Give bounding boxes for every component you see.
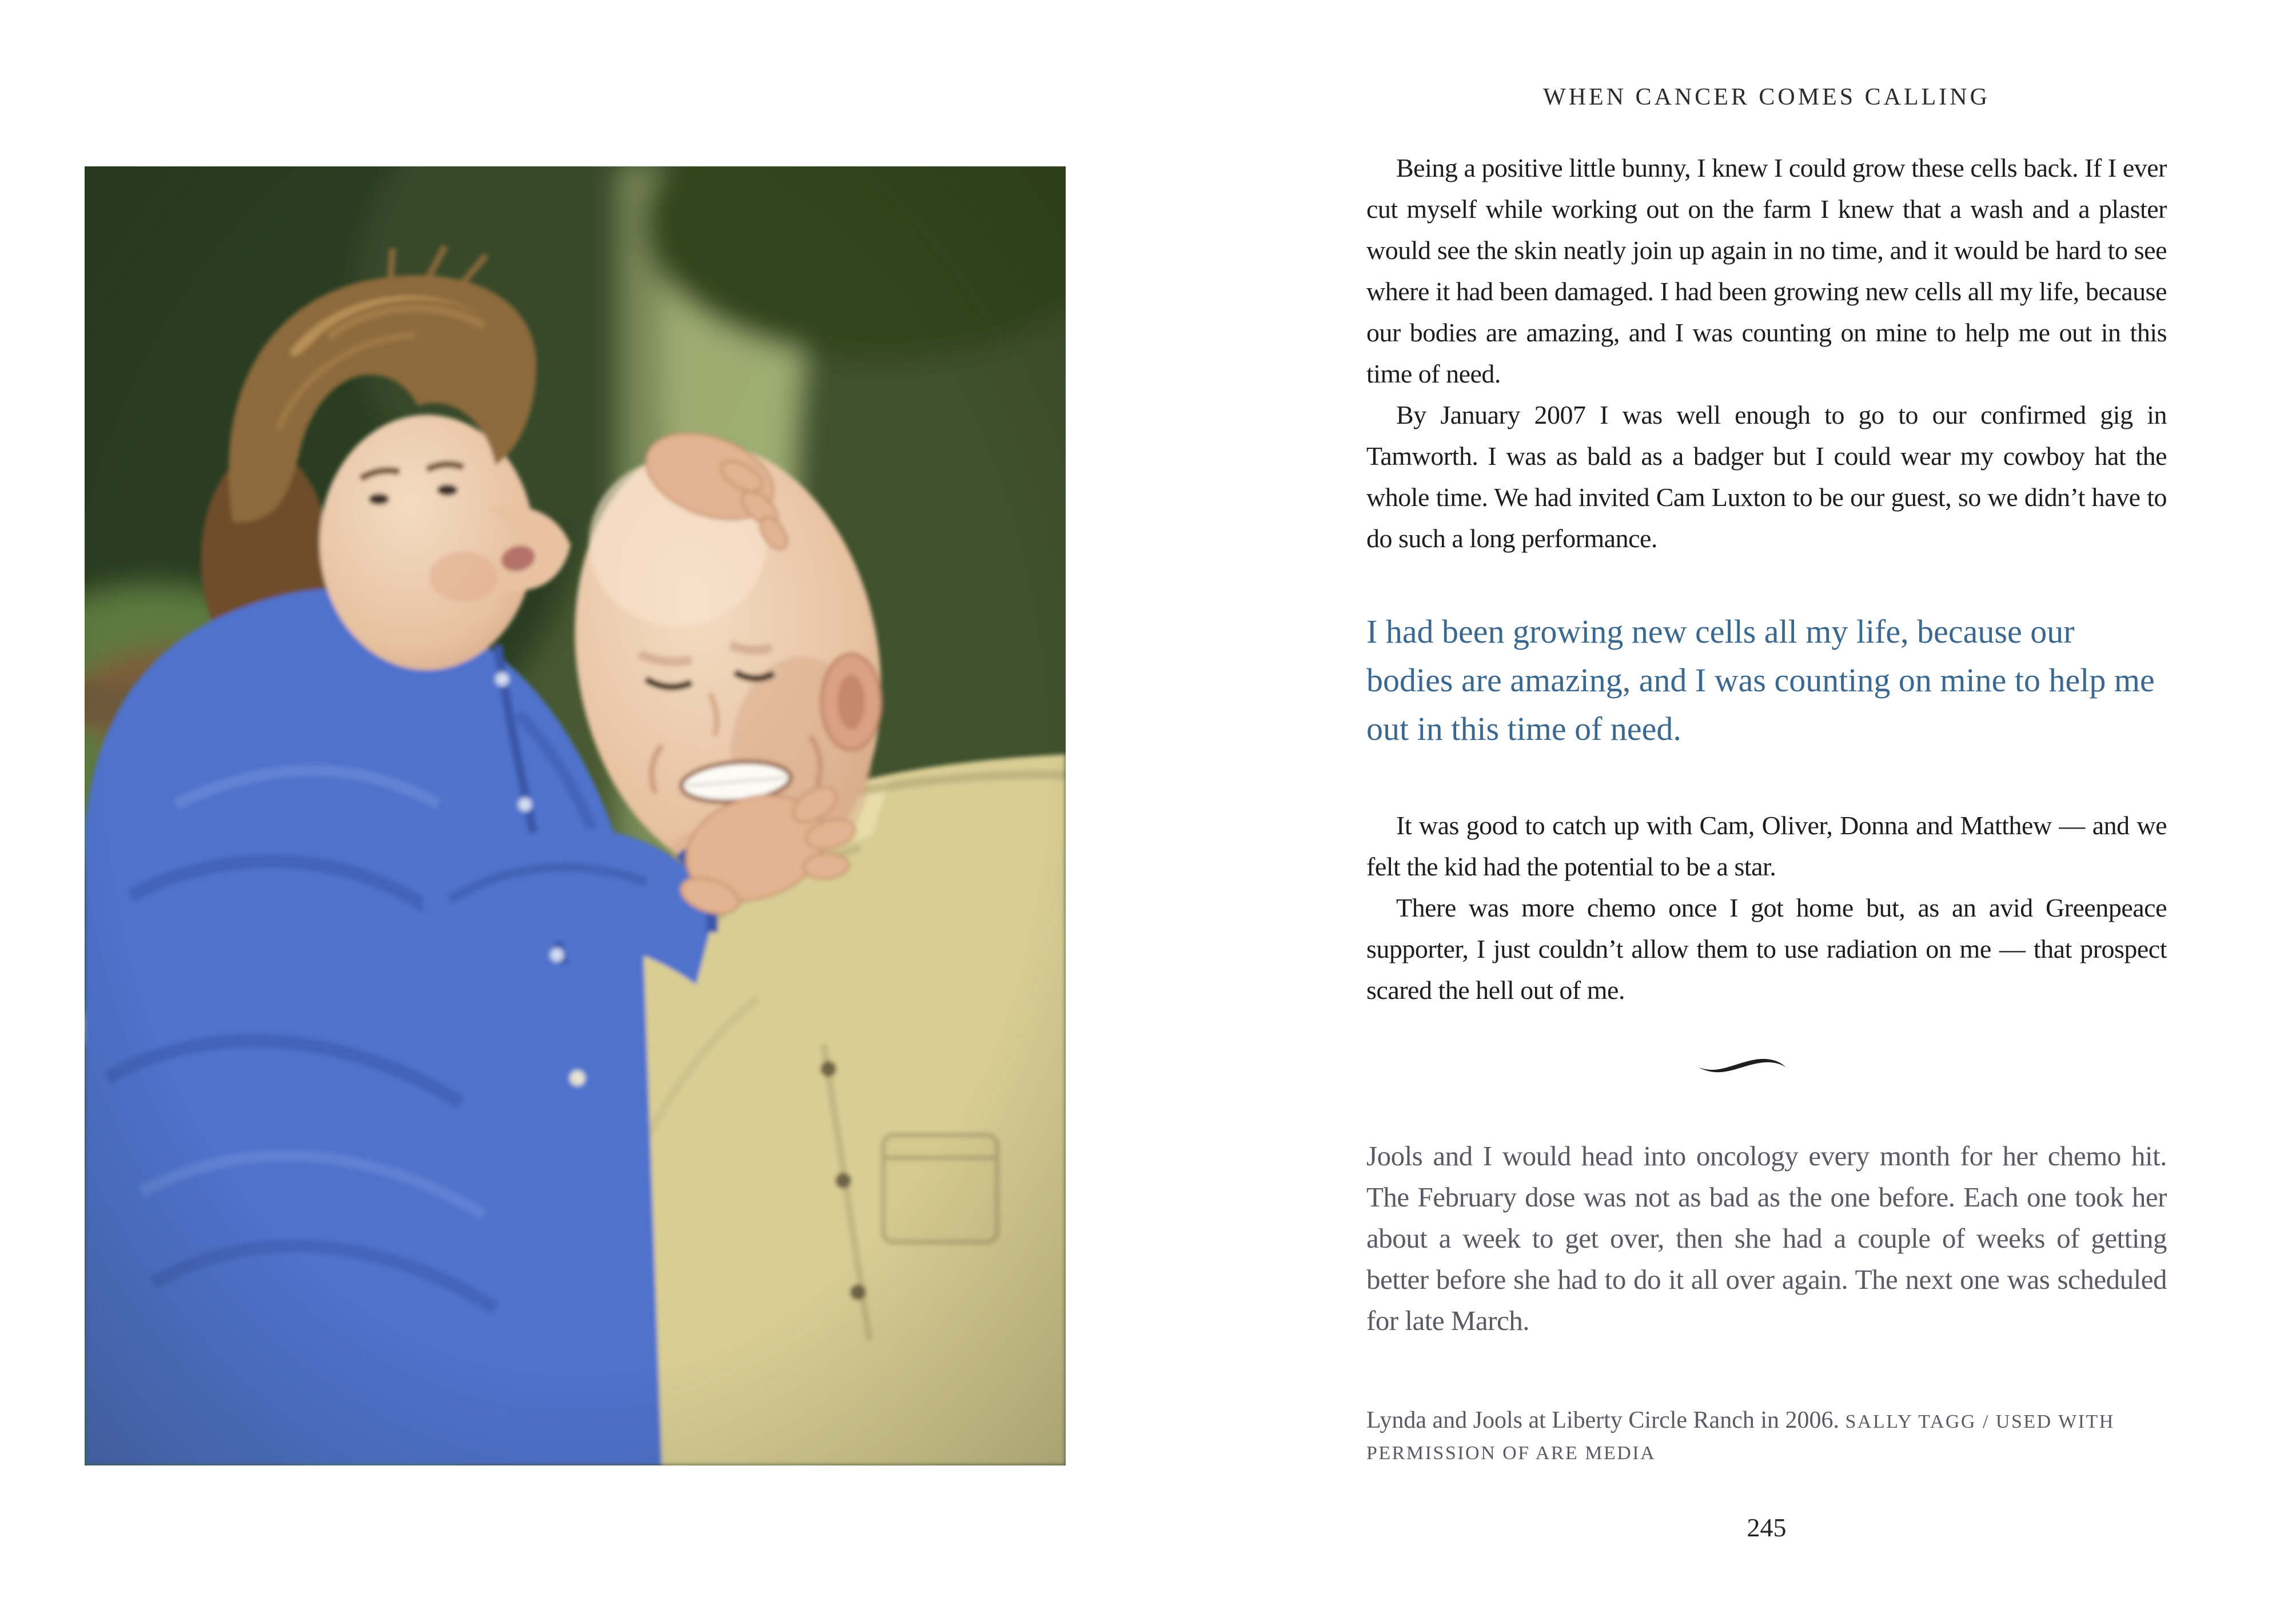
body-text-block-1 — [1366, 148, 2167, 559]
pull-quote: I had been growing new cells all my life, because our bodies are amazing, and I was counting on mine to help me out in this time of need. — [1366, 613, 2155, 747]
caption-credit: SALLY TAGG / USED WITH PERMISSION OF ARE MEDIA — [1366, 1411, 2115, 1464]
photo-illustration — [85, 166, 1066, 1465]
paragraph-2: By January 2007 I was well enough to go to our confirmed gig in Tamworth. I was as bald as a badger but I could wear my cowboy hat the whole time. We had invited Cam Luxton to be our guest, so we didn’t have to do such a long performance. — [1366, 400, 2167, 553]
body-text-block-2 — [1366, 805, 2167, 1011]
paragraph-1: Being a positive little bunny, I knew I could grow these cells back. If I ever cut myself while working out on the farm I knew that a wash and a plaster would see the skin neatly join up again in no time, and it would be hard to see where it had been damaged. I had been growing new cells all my life, because our bodies are amazing, and I was counting on mine to help me out in this time of need. — [1366, 153, 2167, 388]
photo-caption — [1366, 1405, 2167, 1468]
aside-paragraph: Jools and I would head into oncology every month for her chemo hit. The February dose was not as bad as the one before. Each one took her about a week to get over, then she had a couple of weeks of getting better before she had to do it all over again. The next one was scheduled for late March. — [1366, 1140, 2167, 1336]
swash-divider-icon — [1696, 1058, 1790, 1077]
paragraph-4: There was more chemo once I got home but, as an avid Greenpeace supporter, I just couldn’t allow them to use radiation on me — that prospect scared the hell out of me. — [1366, 893, 2167, 1005]
caption-text: Lynda and Jools at Liberty Circle Ranch in 2006. — [1366, 1407, 1839, 1433]
running-header: WHEN CANCER COMES CALLING — [1543, 84, 1990, 110]
paragraph-3: It was good to catch up with Cam, Oliver, Donna and Matthew — and we felt the kid had the potential to be a star. — [1366, 811, 2167, 881]
photo-vignette — [85, 166, 1066, 1465]
page-number: 245 — [1747, 1513, 1787, 1542]
right-page — [1366, 0, 2167, 1621]
photo-lynda-and-jools — [85, 166, 1066, 1465]
